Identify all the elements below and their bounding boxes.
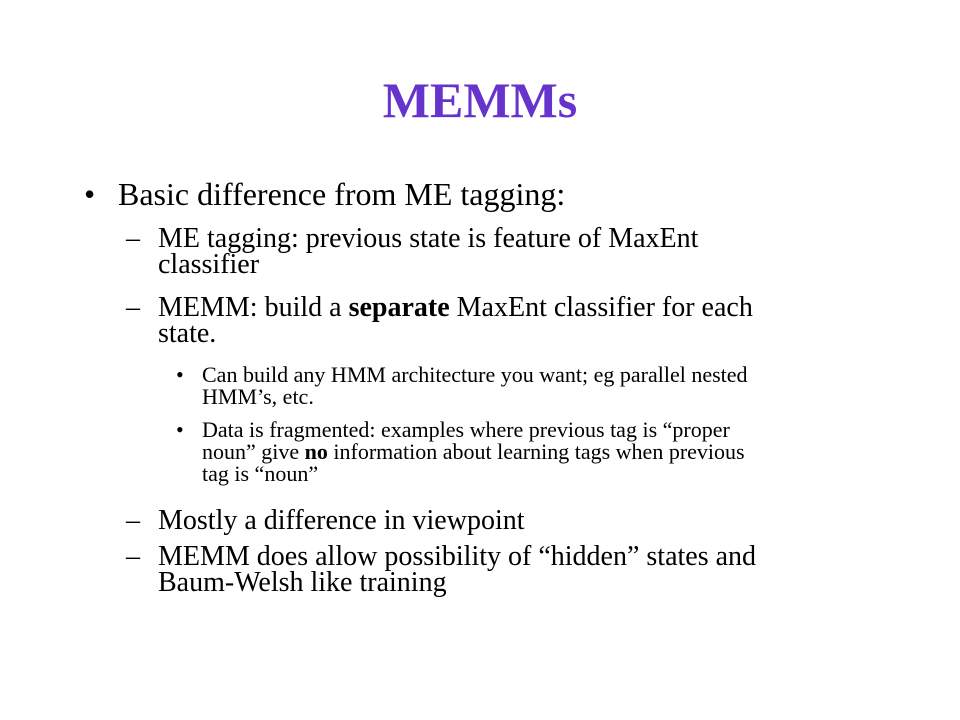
sub-point-text xyxy=(158,541,848,598)
text-line: tag is “noun” xyxy=(202,461,319,486)
text-line: Data is fragmented: examples where previous tag is “proper xyxy=(202,417,730,442)
text-line: MEMM does allow possibility of “hidden” states and xyxy=(158,541,757,572)
bold-text: separate xyxy=(348,292,450,323)
bullet-icon: • xyxy=(176,417,184,442)
slide-title: MEMMs xyxy=(382,72,578,128)
text-segment: information about learning tags when previous xyxy=(327,439,745,464)
bold-text: no xyxy=(304,439,328,464)
text-segment: MEMM: build a xyxy=(158,292,349,323)
sub-point-text xyxy=(158,292,848,349)
bullet-icon: • xyxy=(176,362,184,387)
sub-sub-point-text xyxy=(202,419,872,485)
sub-point-text: Mostly a difference in viewpoint xyxy=(158,505,525,536)
bullet-icon: • xyxy=(84,176,96,212)
text-line: state. xyxy=(158,318,217,349)
text-line xyxy=(202,441,872,463)
sub-point-text xyxy=(158,223,848,280)
dash-icon: – xyxy=(126,505,140,536)
dash-icon: – xyxy=(126,292,140,323)
dash-icon: – xyxy=(126,541,140,572)
text-segment: noun” give xyxy=(202,439,305,464)
text-line: classifier xyxy=(158,249,260,280)
text-segment: MaxEnt classifier for each xyxy=(449,292,753,323)
sub-sub-point-text xyxy=(202,364,872,408)
text-line xyxy=(158,292,848,323)
text-line: HMM’s, etc. xyxy=(202,384,314,409)
text-line: ME tagging: previous state is feature of MaxEnt xyxy=(158,223,699,254)
text-line: Can build any HMM architecture you want; eg parallel nested xyxy=(202,362,748,387)
dash-icon: – xyxy=(126,223,140,254)
text-line: Baum-Welsh like training xyxy=(158,567,447,598)
bullet-text: Basic difference from ME tagging: xyxy=(118,176,566,212)
